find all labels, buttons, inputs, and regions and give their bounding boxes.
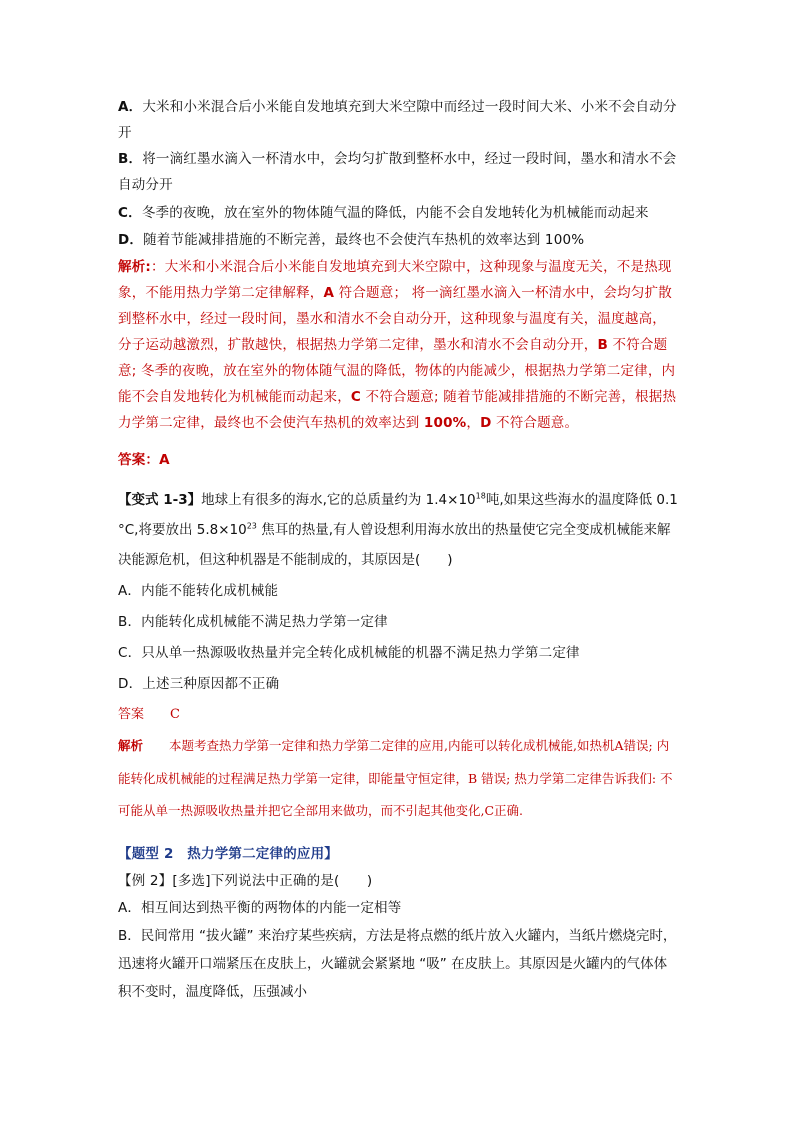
analysis-paragraph: 解析:：大米和小米混合后小米能自发地填充到大米空隙中，这种现象与温度无关，不是热现象，不能用热力学第二定律解释，A 符合题意； 将一滴红墨水滴入一杯清水中，会均匀扩散到整杯水中，经过一段时间，墨水和清水不会自动分开，这种现象与温度有关，温度越高，分子运动越激烈，扩散越快，根据热力学第二定律，墨水和清水不会自动分开，B 不符合题意; 冬季的夜晚，放在室外的物体随气温的降低，物体的内能减少，根据热力学第二定律，内能不会自发地转化为机械能而动起来，C 不符合题意; 随着节能减排措施的不断完善，根据热力学第二定律，最终也不会使汽车热机的效率达到 100%，D 不符合题意。: [118, 259, 677, 431]
option-b: B．将一滴红墨水滴入一杯清水中，会均匀扩散到整杯水中，经过一段时间，墨水和清水不会自动分开: [118, 151, 677, 193]
option3-b: B．民间常用 “拔火罐” 来治疗某些疾病，方法是将点燃的纸片放入火罐内，当纸片燃烧完时，迅速将火罐开口端紧压在皮肤上，火罐就会紧紧地 “吸” 在皮肤上。其原因是火罐内的气体体积不变时，温度降低，压强减小: [118, 928, 677, 1000]
option-d: D．随着节能减排措施的不断完善，最终也不会使汽车热机的效率达到 100%: [118, 232, 585, 248]
analysis2-paragraph: 解析 本题考查热力学第一定律和热力学第二定律的应用,内能可以转化成机械能,如热机A错误; 内能转化成机械能的过程满足热力学第一定律，即能量守恒定律，B 错误; 热力学第二定律告诉我们: 不可能从单一热源吸收热量并把它全部用来做功，而不引起其他变化,C正确.: [118, 738, 673, 818]
option2-b: B．内能转化成机械能不满足热力学第一定律: [118, 614, 388, 630]
variant-question: 【变式 1-3】地球上有很多的海水,它的总质量约为 $1.4\times 10^{18}$吨,如果这些海水的温度降低 0.1 °C,将要放出 $5.8\times 10^{23}$ 焦耳的热量,有人曾设想利用海水放出的热量使它完全变成机械能来解决能源危机，但这种机器是不能制成的，其原因是( ): [118, 491, 678, 568]
option-a: A．大米和小米混合后小米能自发地填充到大米空隙中而经过一段时间大米、小米不会自动分开: [118, 99, 677, 141]
answer-line: 答案：A: [118, 452, 170, 468]
answer2-line: 答案 C: [118, 707, 180, 722]
option2-a: A．内能不能转化成机械能: [118, 583, 279, 599]
option3-a: A．相互间达到热平衡的两物体的内能一定相等: [118, 900, 402, 916]
option2-d: D．上述三种原因都不正确: [118, 676, 280, 692]
section-heading: 【题型 2 热力学第二定律的应用】: [118, 846, 338, 862]
option-c: C．冬季的夜晚，放在室外的物体随气温的降低，内能不会自发地转化为机械能而动起来: [118, 205, 649, 221]
option2-c: C．只从单一热源吸收热量并完全转化成机械能的机器不满足热力学第二定律: [118, 645, 580, 661]
example2-question: 【例 2】[多选]下列说法中正确的是( ): [118, 873, 373, 889]
